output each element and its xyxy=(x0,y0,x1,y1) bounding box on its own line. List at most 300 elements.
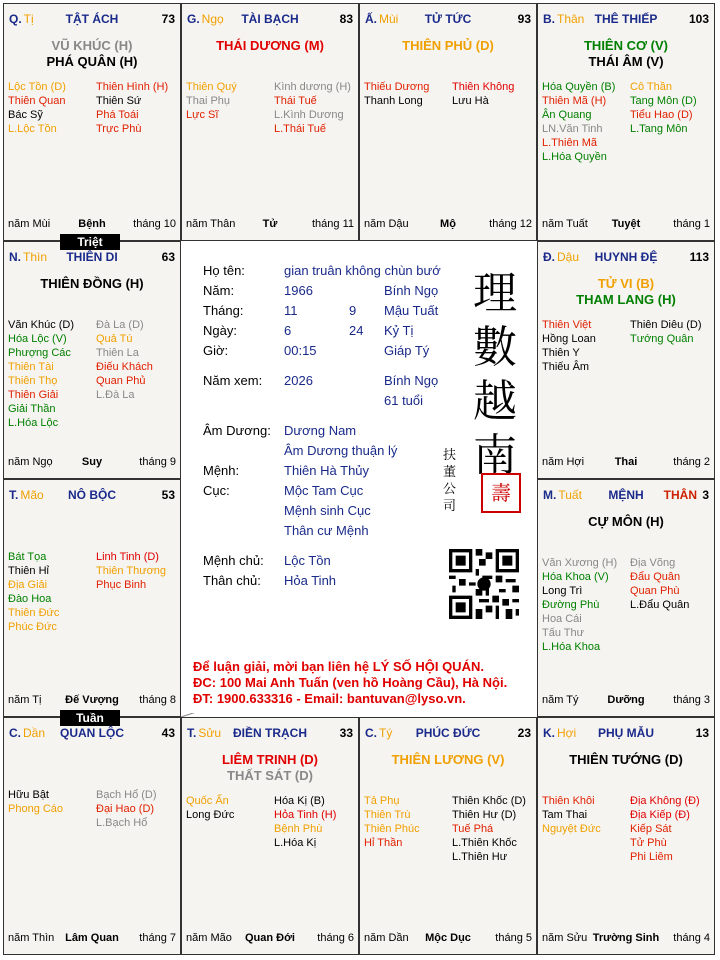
palace-header xyxy=(543,726,709,742)
minor-stars-left xyxy=(364,794,420,850)
palace-name: PHỤ MẪU xyxy=(598,726,654,740)
major-star: THIÊN PHỦ (D) xyxy=(402,38,494,53)
minor-star: Thiên Trù xyxy=(364,809,411,821)
gio-label: Giờ: xyxy=(203,343,229,358)
palace-name: ĐIỀN TRẠCH xyxy=(233,726,307,740)
nam-value: 1966 xyxy=(284,283,313,298)
palace-stem: C. xyxy=(365,726,377,740)
minor-star: L.Hóa Lộc xyxy=(8,417,59,429)
palace-month: tháng 12 xyxy=(489,218,532,230)
cuc-value: Mộc Tam Cục xyxy=(284,483,364,498)
contact-phone-email: ĐT: 1900.633316 - Email: bantuvan@lyso.vn. xyxy=(193,691,466,706)
thang-label: Tháng: xyxy=(203,303,244,318)
tuan-tag: Tuần xyxy=(60,710,120,726)
palace-number: 73 xyxy=(161,12,175,26)
palace-footer xyxy=(186,218,354,232)
palace-than[interactable] xyxy=(537,3,715,241)
minor-star: Quả Tú xyxy=(96,333,133,345)
triet-tag: Triệt xyxy=(60,234,120,250)
major-star: THIÊN TƯỚNG (D) xyxy=(569,752,683,767)
gio-can-chi: Giáp Tý xyxy=(384,343,430,358)
contact-address: ĐC: 100 Mai Anh Tuấn (ven hồ Hoàng Cầu), Hà Nội. xyxy=(193,675,508,690)
minor-star: L.Lộc Tồn xyxy=(8,123,57,135)
palace-header xyxy=(9,726,175,742)
menh-chu-label: Mệnh chủ: xyxy=(203,553,264,568)
minor-star: L.Thiên Khốc xyxy=(452,837,517,849)
palace-dau[interactable] xyxy=(537,241,715,479)
minor-star: Đẩu Quân xyxy=(630,571,681,583)
minor-stars-right xyxy=(630,318,702,346)
palace-stage: Tuyệt xyxy=(611,218,641,230)
palace-stage: Mộc Dục xyxy=(425,932,471,944)
minor-star: Thanh Long xyxy=(364,95,423,107)
minor-star: Thiên Hỉ xyxy=(8,565,49,577)
palace-branch: Thân xyxy=(557,12,585,26)
minor-star: Thiếu Dương xyxy=(364,81,430,93)
palace-stem: C. xyxy=(9,726,21,740)
minor-star: L.Đà La xyxy=(96,389,135,401)
calligraphy-char: 越 xyxy=(473,376,517,427)
minor-star: Hóa Khoa (V) xyxy=(542,571,609,583)
major-star: THÁI ÂM (V) xyxy=(588,54,664,69)
than-badge: THÂN xyxy=(663,488,697,502)
minor-star: Thiên Tài xyxy=(8,361,54,373)
palace-branch: Tý xyxy=(379,726,393,740)
palace-ngo[interactable] xyxy=(181,3,359,241)
major-stars xyxy=(182,38,358,54)
palace-name: PHÚC ĐỨC xyxy=(415,726,481,740)
minor-star: Phong Cáo xyxy=(8,803,64,815)
palace-year: năm Thìn xyxy=(8,932,55,944)
menh-label: Mệnh: xyxy=(203,463,240,478)
palace-month: tháng 3 xyxy=(673,694,710,706)
palace-year: năm Thân xyxy=(186,218,236,230)
minor-star: Đường Phù xyxy=(542,599,600,611)
minor-star: L.Đẩu Quân xyxy=(630,599,690,611)
major-stars xyxy=(182,752,358,784)
major-stars xyxy=(4,38,180,70)
palace-name: THÊ THIẾP xyxy=(594,12,658,26)
minor-star: Phượng Các xyxy=(8,347,71,359)
than-chu-value: Hỏa Tinh xyxy=(284,573,337,588)
palace-year: năm Tý xyxy=(542,694,579,706)
palace-stage: Tử xyxy=(262,218,278,230)
palace-stage: Đế Vượng xyxy=(65,694,119,706)
ho-ten-value: gian truân không chùn bướ xyxy=(284,263,441,278)
minor-star: Lưu Hà xyxy=(452,95,489,107)
minor-star: L.Thái Tuế xyxy=(274,123,326,135)
minor-star: Hóa Quyền (B) xyxy=(542,81,616,93)
minor-star: Hỏa Tinh (H) xyxy=(274,809,337,821)
palace-year: năm Ngọ xyxy=(8,456,53,468)
cuc-note-1: Mệnh sinh Cục xyxy=(284,503,371,518)
palace-number: 53 xyxy=(161,488,175,502)
gio-value: 00:15 xyxy=(284,343,317,358)
calligraphy-char: 南 xyxy=(473,430,517,481)
thang-am: 9 xyxy=(349,303,357,318)
ngay-label: Ngày: xyxy=(203,323,237,338)
minor-stars-right xyxy=(452,794,526,864)
major-star: THIÊN CƠ (V) xyxy=(583,38,669,53)
minor-star: Kình dương (H) xyxy=(274,81,351,93)
palace-year: năm Sửu xyxy=(542,932,588,944)
palace-footer xyxy=(542,456,710,470)
palace-branch: Sửu xyxy=(198,726,222,740)
minor-star: Bệnh Phù xyxy=(274,823,323,835)
nam-xem-label: Năm xem: xyxy=(203,373,263,388)
minor-star: Giải Thần xyxy=(8,403,56,415)
palace-number: 3 xyxy=(702,488,709,502)
palace-year: năm Mão xyxy=(186,932,232,944)
minor-star: Thiên Sứ xyxy=(96,95,142,107)
center-info-panel xyxy=(181,241,534,713)
palace-number: 13 xyxy=(695,726,709,740)
minor-star: Thiên Diêu (D) xyxy=(630,319,702,331)
minor-stars-right xyxy=(96,318,153,402)
palace-year: năm Mùi xyxy=(8,218,51,230)
minor-star: Hồng Loan xyxy=(542,333,596,345)
palace-name: TÀI BẠCH xyxy=(241,12,299,26)
nam-xem-value: 2026 xyxy=(284,373,313,388)
palace-stem: Ấ. xyxy=(365,12,377,26)
thang-value: 11 xyxy=(284,303,298,318)
palace-stem: N. xyxy=(9,250,21,264)
minor-star: Văn Khúc (D) xyxy=(8,319,75,331)
palace-name: HUYNH ĐỆ xyxy=(594,250,658,264)
am-duong-label: Âm Dương: xyxy=(203,423,271,438)
palace-footer xyxy=(8,456,176,470)
ngay-can-chi: Kỷ Tị xyxy=(384,323,414,338)
palace-name: THIÊN DI xyxy=(66,250,118,264)
palace-stage: Mộ xyxy=(440,218,456,230)
minor-star: Thiên Quý xyxy=(186,81,237,93)
minor-star: Lực Sĩ xyxy=(186,109,219,121)
palace-year: năm Dần xyxy=(364,932,409,944)
major-star: THIÊN LƯƠNG (V) xyxy=(391,752,505,767)
major-star: CỰ MÔN (H) xyxy=(588,514,664,529)
minor-star: L.Bạch Hổ xyxy=(96,817,148,829)
minor-star: Tấu Thư xyxy=(542,627,585,639)
palace-stem: B. xyxy=(543,12,555,26)
minor-star: LN.Văn Tinh xyxy=(542,123,603,135)
palace-stem: T. xyxy=(9,488,19,502)
minor-star: Hóa Kị (B) xyxy=(274,795,325,807)
palace-header xyxy=(365,726,531,742)
major-star: PHÁ QUÂN (H) xyxy=(46,54,138,69)
palace-name: TẬT ÁCH xyxy=(65,12,119,26)
minor-stars-left xyxy=(542,556,617,654)
palace-footer xyxy=(542,694,710,708)
palace-stem: T. xyxy=(187,726,197,740)
minor-star: Thiên Việt xyxy=(542,319,592,331)
palace-stage: Dưỡng xyxy=(607,694,645,706)
minor-stars-left xyxy=(542,794,601,836)
palace-number: 113 xyxy=(689,250,709,264)
palace-branch: Tuất xyxy=(558,488,582,502)
calligraphy-seal xyxy=(465,267,525,483)
palace-branch: Dần xyxy=(23,726,46,740)
minor-star: Quan Phù xyxy=(630,585,680,597)
ho-ten-label: Họ tên: xyxy=(203,263,245,278)
minor-star: Bát Tọa xyxy=(8,551,47,563)
red-stamp: 壽 xyxy=(481,473,521,513)
palace-month: tháng 9 xyxy=(139,456,176,468)
palace-mui[interactable] xyxy=(359,3,537,241)
minor-star: Hoa Cái xyxy=(542,613,582,625)
palace-branch: Tị xyxy=(23,12,34,26)
palace-stage: Suy xyxy=(81,456,103,468)
major-star: THÁI DƯƠNG (M) xyxy=(216,38,324,53)
palace-month: tháng 2 xyxy=(673,456,710,468)
contact-line-1: Để luận giải, mời bạn liên hệ LÝ SỐ HỘI QUÁN. xyxy=(193,659,484,674)
palace-name: MỆNH xyxy=(608,488,644,502)
palace-name: TỬ TỨC xyxy=(424,12,472,26)
minor-star: L.Thiên Mã xyxy=(542,137,598,149)
minor-stars-right xyxy=(96,80,168,136)
minor-star: Long Đức xyxy=(186,809,235,821)
minor-star: Văn Xương (H) xyxy=(542,557,618,569)
palace-stem: M. xyxy=(543,488,557,502)
tuoi: 61 tuổi xyxy=(384,393,424,408)
palace-header xyxy=(187,726,353,742)
palace-number: 93 xyxy=(517,12,531,26)
minor-stars-right xyxy=(274,794,336,850)
minor-star: Quốc Ấn xyxy=(186,795,229,807)
minor-star: Lộc Tồn (D) xyxy=(8,81,66,93)
palace-footer xyxy=(364,218,532,232)
minor-star: Thiên Quan xyxy=(8,95,66,107)
palace-number: 43 xyxy=(161,726,175,740)
minor-star: Thiên Thương xyxy=(96,565,167,577)
palace-branch: Mùi xyxy=(379,12,399,26)
palace-month: tháng 4 xyxy=(673,932,710,944)
minor-star: Thai Phụ xyxy=(186,95,231,107)
minor-star: Phục Binh xyxy=(96,579,147,591)
minor-star: Trực Phù xyxy=(96,123,142,135)
ngay-am: 24 xyxy=(349,323,364,338)
minor-star: Long Trì xyxy=(542,585,583,597)
palace-ti[interactable] xyxy=(3,3,181,241)
minor-star: Thái Tuế xyxy=(274,95,317,107)
minor-star: Thiên Hình (H) xyxy=(96,81,169,93)
palace-header xyxy=(543,12,709,28)
calligraphy-char: 數 xyxy=(473,322,517,373)
palace-year: năm Hợi xyxy=(542,456,585,468)
minor-stars-right xyxy=(630,80,697,136)
minor-star: Đà La (D) xyxy=(96,319,144,331)
minor-stars-right xyxy=(96,788,157,830)
major-star: TỬ VI (B) xyxy=(597,276,655,291)
palace-footer xyxy=(542,218,710,232)
minor-star: Địa Kiếp (Đ) xyxy=(630,809,690,821)
minor-star: Thiên La xyxy=(96,347,139,359)
palace-branch: Thìn xyxy=(23,250,48,264)
palace-footer xyxy=(8,932,176,946)
minor-star: Linh Tinh (D) xyxy=(96,551,159,563)
palace-branch: Hợi xyxy=(557,726,577,740)
minor-stars-left xyxy=(364,80,429,108)
palace-footer xyxy=(542,932,710,946)
minor-stars-left xyxy=(8,788,63,816)
palace-ty[interactable] xyxy=(359,717,537,955)
minor-star: L.Tang Môn xyxy=(630,123,688,135)
minor-stars-right xyxy=(452,80,514,108)
palace-header xyxy=(187,12,353,28)
minor-star: L.Hóa Khoa xyxy=(542,641,601,653)
major-stars xyxy=(538,514,714,530)
minor-star: Bác Sỹ xyxy=(8,109,43,121)
palace-month: tháng 1 xyxy=(673,218,710,230)
major-star: THIÊN ĐỒNG (H) xyxy=(40,276,144,291)
palace-header xyxy=(365,12,531,28)
palace-month: tháng 5 xyxy=(495,932,532,944)
cuc-label: Cục: xyxy=(203,483,230,498)
major-star: THẤT SÁT (D) xyxy=(227,768,313,783)
minor-stars-right xyxy=(630,556,689,612)
palace-footer xyxy=(8,694,176,708)
palace-dan[interactable] xyxy=(3,717,181,955)
minor-star: Tử Phù xyxy=(630,837,667,849)
minor-star: L.Hóa Quyền xyxy=(542,151,607,163)
minor-star: Thiên Không xyxy=(452,81,515,93)
menh-value: Thiên Hà Thủy xyxy=(284,463,370,478)
am-duong-note: Âm Dương thuận lý xyxy=(284,443,398,458)
palace-number: 103 xyxy=(688,12,709,26)
minor-star: Thiên Khôi xyxy=(542,795,595,807)
palace-branch: Ngọ xyxy=(201,12,224,26)
minor-star: Ân Quang xyxy=(542,109,592,121)
palace-name: NÔ BỘC xyxy=(68,488,116,502)
than-chu-label: Thân chủ: xyxy=(203,573,261,588)
minor-star: Địa Võng xyxy=(630,557,676,569)
palace-month: tháng 10 xyxy=(133,218,176,230)
palace-stem: Q. xyxy=(9,12,22,26)
palace-footer xyxy=(364,932,532,946)
small-seal-text: 扶董公司 xyxy=(443,448,457,514)
minor-star: Tả Phụ xyxy=(364,795,400,807)
minor-star: Thiếu Âm xyxy=(542,361,590,373)
minor-star: L.Thiên Hư xyxy=(452,851,508,863)
palace-year: năm Dậu xyxy=(364,218,409,230)
minor-star: Thiên Khốc (D) xyxy=(452,795,526,807)
minor-star: Thiên Thọ xyxy=(8,375,58,387)
major-stars xyxy=(538,38,714,70)
major-star: THAM LANG (H) xyxy=(576,292,676,307)
major-stars xyxy=(360,38,536,54)
minor-star: Thiên Đức xyxy=(8,607,60,619)
minor-star: L.Kình Dương xyxy=(274,109,344,121)
minor-star: Bạch Hổ (D) xyxy=(96,789,157,801)
major-star: VŨ KHÚC (H) xyxy=(51,38,133,53)
thang-can-chi: Mậu Tuất xyxy=(384,303,439,318)
minor-star: Hữu Bật xyxy=(8,789,49,801)
minor-stars-left xyxy=(8,318,74,430)
nam-xem-can-chi: Bính Ngọ xyxy=(384,373,439,388)
minor-star: Tang Môn (D) xyxy=(630,95,697,107)
palace-stage: Trường Sinh xyxy=(592,932,660,944)
palace-header xyxy=(543,488,709,504)
palace-stage: Bệnh xyxy=(78,218,106,230)
minor-star: Nguyệt Đức xyxy=(542,823,601,835)
palace-tuat[interactable] xyxy=(537,479,715,717)
major-stars xyxy=(538,276,714,308)
minor-star: Địa Không (Đ) xyxy=(630,795,700,807)
nam-can-chi: Bính Ngọ xyxy=(384,283,439,298)
am-duong-value: Dương Nam xyxy=(284,423,357,438)
minor-stars-right xyxy=(630,794,700,864)
palace-header xyxy=(9,488,175,504)
palace-footer xyxy=(8,218,176,232)
minor-star: L.Hóa Kị xyxy=(274,837,317,849)
palace-year: năm Tị xyxy=(8,694,42,706)
palace-stem: Đ. xyxy=(543,250,555,264)
minor-star: Hỉ Thần xyxy=(364,837,403,849)
contact-info xyxy=(193,659,523,707)
palace-header xyxy=(9,250,175,266)
palace-hoi[interactable] xyxy=(537,717,715,955)
minor-star: Phá Toái xyxy=(96,109,139,121)
palace-stem: K. xyxy=(543,726,555,740)
minor-star: Kiếp Sát xyxy=(630,823,672,835)
minor-star: Thiên Phúc xyxy=(364,823,420,835)
minor-star: Tuế Phá xyxy=(452,823,494,835)
palace-stage: Thai xyxy=(614,456,638,468)
palace-branch: Dậu xyxy=(557,250,580,264)
minor-star: Đào Hoa xyxy=(8,593,52,605)
palace-number: 23 xyxy=(517,726,531,740)
ngay-value: 6 xyxy=(284,323,292,338)
major-star: LIÊM TRINH (D) xyxy=(221,752,319,767)
cuc-note-2: Thân cư Mệnh xyxy=(284,523,369,538)
minor-star: Thiên Giải xyxy=(8,389,59,401)
minor-star: Tam Thai xyxy=(542,809,588,821)
palace-month: tháng 6 xyxy=(317,932,354,944)
major-stars xyxy=(4,276,180,292)
minor-star: Tướng Quân xyxy=(630,333,694,345)
palace-suu[interactable] xyxy=(181,717,359,955)
palace-stem: G. xyxy=(187,12,200,26)
qr-code-icon[interactable] xyxy=(449,549,519,619)
minor-stars-left xyxy=(8,550,59,634)
minor-stars-left xyxy=(186,80,237,122)
minor-star: Địa Giải xyxy=(8,579,48,591)
nam-label: Năm: xyxy=(203,283,235,298)
palace-mao[interactable] xyxy=(3,479,181,717)
palace-header xyxy=(543,250,709,266)
calligraphy-char: 理 xyxy=(473,268,517,319)
minor-star: Điếu Khách xyxy=(96,361,153,373)
palace-month: tháng 11 xyxy=(311,218,354,230)
palace-month: tháng 7 xyxy=(139,932,176,944)
minor-star: Thiên Hư (D) xyxy=(452,809,517,821)
minor-star: Cô Thần xyxy=(630,81,672,93)
minor-star: Quan Phủ xyxy=(96,375,146,387)
palace-stage: Quan Đới xyxy=(245,932,295,944)
minor-star: Tiểu Hao (D) xyxy=(630,109,693,121)
minor-star: Thiên Y xyxy=(542,347,580,359)
palace-footer xyxy=(186,932,354,946)
minor-star: Phi Liêm xyxy=(630,851,673,863)
palace-number: 83 xyxy=(339,12,353,26)
palace-branch: Mão xyxy=(20,488,44,502)
palace-number: 63 xyxy=(161,250,175,264)
minor-stars-left xyxy=(542,318,596,374)
palace-stage: Lâm Quan xyxy=(65,932,119,944)
palace-thin[interactable] xyxy=(3,241,181,479)
minor-stars-left xyxy=(542,80,615,164)
minor-stars-left xyxy=(8,80,66,136)
palace-name: QUAN LỘC xyxy=(60,726,124,740)
